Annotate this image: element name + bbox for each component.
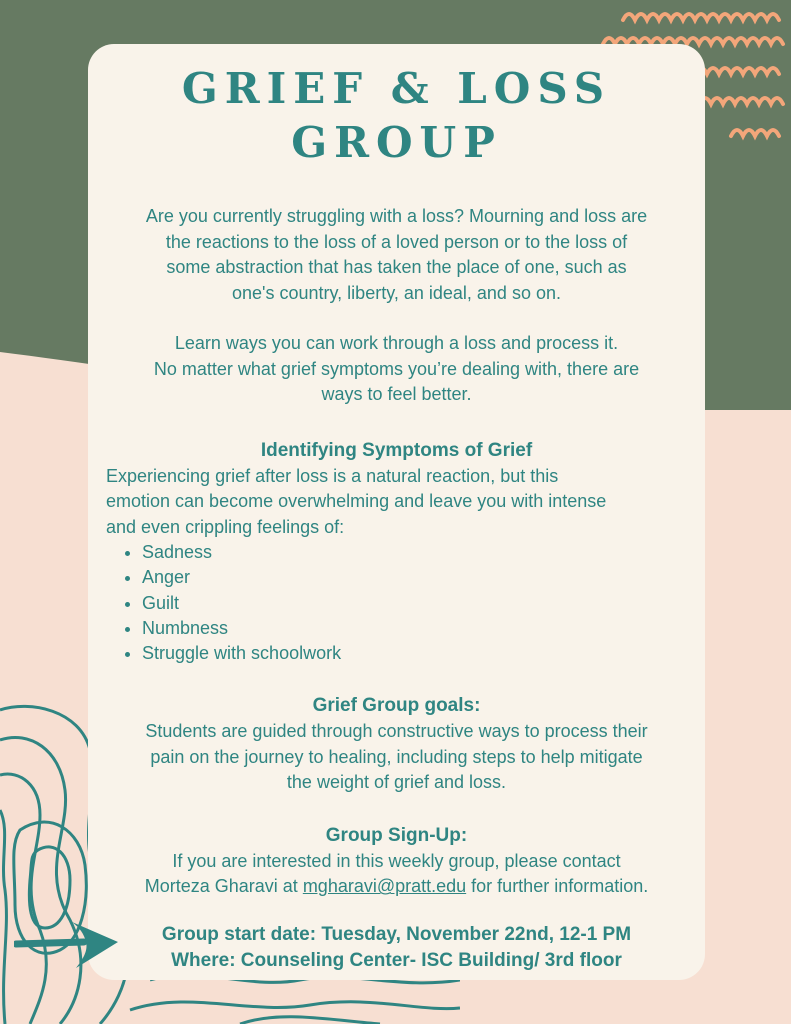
signup-paragraph	[106, 849, 687, 900]
intro-line: some abstraction that has taken the place of one, such as	[166, 257, 627, 277]
signup-line-suffix: for further information.	[466, 876, 649, 897]
intro-line: the reactions to the loss of a loved person or to the loss of	[165, 231, 628, 252]
flyer-card	[88, 44, 705, 980]
title-line-2: GROUP	[291, 118, 502, 167]
intro-line: Are you currently struggling with a loss? Mourning and loss are	[145, 206, 648, 226]
goals-line: pain on the journey to healing, including steps to help mitigate	[150, 746, 643, 767]
goals-line: Students are guided through constructive ways to process their	[145, 721, 648, 742]
learn-line: No matter what grief symptoms you’re dealing with, there are	[153, 358, 640, 379]
goals-heading: Grief Group goals:	[312, 695, 481, 717]
symptoms-list	[106, 540, 687, 666]
location: Where: Counseling Center- ISC Building/ 3rd floor	[171, 949, 622, 971]
signup-heading: Group Sign-Up:	[325, 824, 468, 846]
list-item: • Anger	[142, 565, 687, 590]
start-date: Group start date: Tuesday, November 22nd, 12-1 PM	[161, 923, 632, 945]
learn-line: Learn ways you can work through a loss and process it.	[174, 333, 619, 353]
email-link[interactable]: mgharavi@pratt.edu	[302, 876, 467, 897]
intro-line: one's country, liberty, an ideal, and so on.	[232, 282, 561, 303]
symptoms-line: emotion can become overwhelming and leave you with intense	[106, 491, 607, 511]
list-item: • Struggle with schoolwork	[142, 641, 687, 666]
symptoms-heading: Identifying Symptoms of Grief	[260, 439, 533, 461]
symptoms-line: and even crippling feelings of:	[106, 516, 345, 537]
symptoms-line: Experiencing grief after loss is a natural reaction, but this	[106, 465, 559, 486]
start-info	[106, 922, 687, 974]
list-item: • Guilt	[142, 591, 687, 616]
goals-line: the weight of grief and loss.	[286, 772, 507, 793]
signup-line: If you are interested in this weekly group, please contact	[172, 850, 621, 871]
page-title	[106, 62, 687, 170]
title-line-1: GRIEF & LOSS	[181, 64, 612, 113]
learn-paragraph	[106, 331, 687, 408]
symptoms-paragraph	[106, 464, 687, 541]
list-item: • Numbness	[142, 616, 687, 641]
signup-line-prefix: Morteza Gharavi at	[144, 876, 303, 897]
list-item: • Sadness	[142, 540, 687, 565]
intro-paragraph	[106, 204, 687, 306]
arrow-right-icon	[14, 918, 124, 974]
learn-line: ways to feel better.	[321, 384, 472, 404]
goals-paragraph	[106, 719, 687, 796]
